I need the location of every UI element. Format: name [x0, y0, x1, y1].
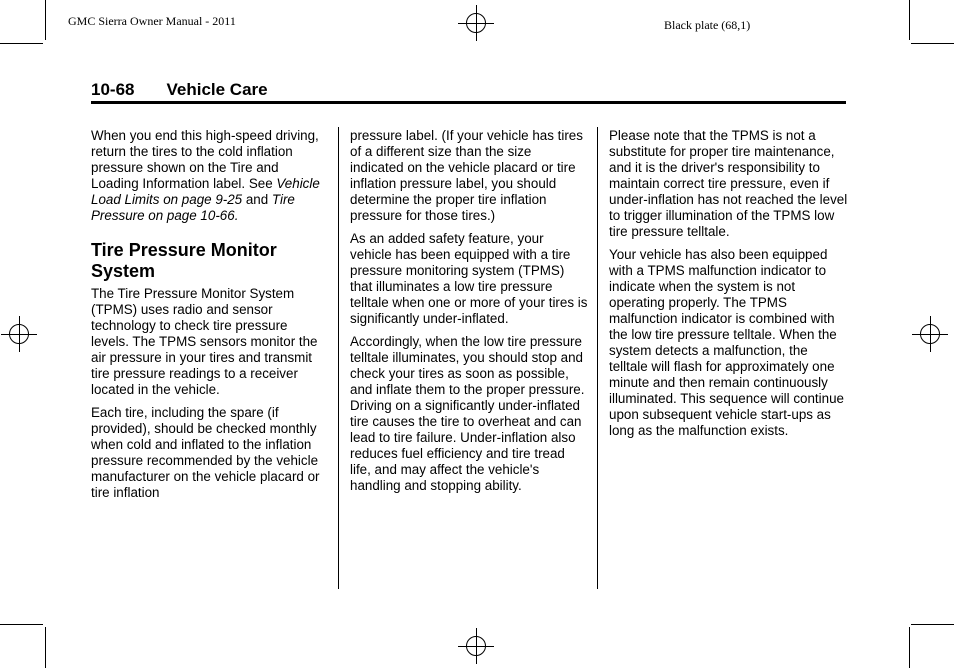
crop-mark [45, 627, 46, 668]
cross-reference-link[interactable]: Vehicle Load Limits on page 9-25 [91, 176, 320, 207]
body-text: and [242, 192, 272, 207]
column-2 [350, 128, 588, 501]
column-divider [338, 127, 339, 589]
registration-mark-icon [466, 13, 486, 33]
column-divider [597, 127, 598, 589]
registration-mark-icon [9, 324, 29, 344]
crop-mark [0, 624, 43, 625]
crop-mark [909, 0, 910, 40]
body-text: . [234, 208, 239, 223]
paragraph: Accordingly, when the low tire pressure telltale illuminates, you should stop and check your tires as soon as possible, and inflate them to the proper pressure. Driving on a significantly under-inflated tire causes the tire to overheat and can lead to tire failure. Under-inflation also reduces fuel efficiency and tire tread life, and may affect the vehicle's handling and stopping ability. [350, 334, 585, 493]
paragraph: Please note that the TPMS is not a substitute for proper tire maintenance, and it is the driver's responsibility to maintain correct tire pressure, even if under-inflation has not reached the level to trigger illumination of the TPMS low tire pressure telltale. [609, 128, 848, 239]
paragraph: pressure label. (If your vehicle has tires of a different size than the size indicated on the vehicle placard or tire inflation pressure label, you should determine the proper tire inflation pressure for those tires.) [350, 128, 583, 223]
crop-mark [911, 624, 954, 625]
running-header [91, 80, 268, 100]
paragraph: As an added safety feature, your vehicle has been equipped with a tire pressure monitoring system (TPMS) that illuminates a low tire pressure telltale when one or more of your tires is significantly under-inflated. [350, 231, 588, 326]
crop-mark [909, 627, 910, 668]
section-heading: Tire Pressure Monitor System [91, 240, 277, 281]
page-number: 10-68 [91, 80, 135, 99]
column-3 [609, 128, 849, 446]
section-title: Vehicle Care [166, 80, 268, 99]
cross-reference-link[interactable]: Tire Pressure on page 10-66 [91, 192, 295, 223]
crop-mark [911, 43, 954, 44]
crop-mark [0, 43, 43, 44]
registration-mark-icon [920, 324, 940, 344]
column-1 [91, 128, 329, 508]
slug-right: Black plate (68,1) [664, 18, 751, 32]
paragraph: Each tire, including the spare (if provided), should be checked monthly when cold and inflated to the inflation pressure recommended by the vehicle manufacturer on the vehicle placard or tire inflation [91, 405, 320, 500]
registration-mark-icon [466, 636, 486, 656]
paragraph [91, 128, 329, 224]
paragraph: Your vehicle has also been equipped with a TPMS malfunction indicator to indicate when the system is not operating properly. The TPMS malfunction indicator is combined with the low tire pressure telltale. When the system detects a malfunction, the telltale will flash for approximately one minute and then remain continuously illuminated. This sequence will continue upon subsequent vehicle start-ups as long as the malfunction exists. [609, 247, 844, 438]
header-rule [91, 101, 846, 104]
crop-mark [45, 0, 46, 40]
body-text: When you end this high-speed driving, return the tires to the cold inflation pressure shown on the Tire and Loading Information label. See [91, 128, 319, 191]
slug-left: GMC Sierra Owner Manual - 2011 [68, 14, 236, 28]
paragraph: The Tire Pressure Monitor System (TPMS) uses radio and sensor technology to check tire pressure levels. The TPMS sensors monitor the air pressure in your tires and transmit tire pressure readings to a receiver located in the vehicle. [91, 286, 318, 397]
